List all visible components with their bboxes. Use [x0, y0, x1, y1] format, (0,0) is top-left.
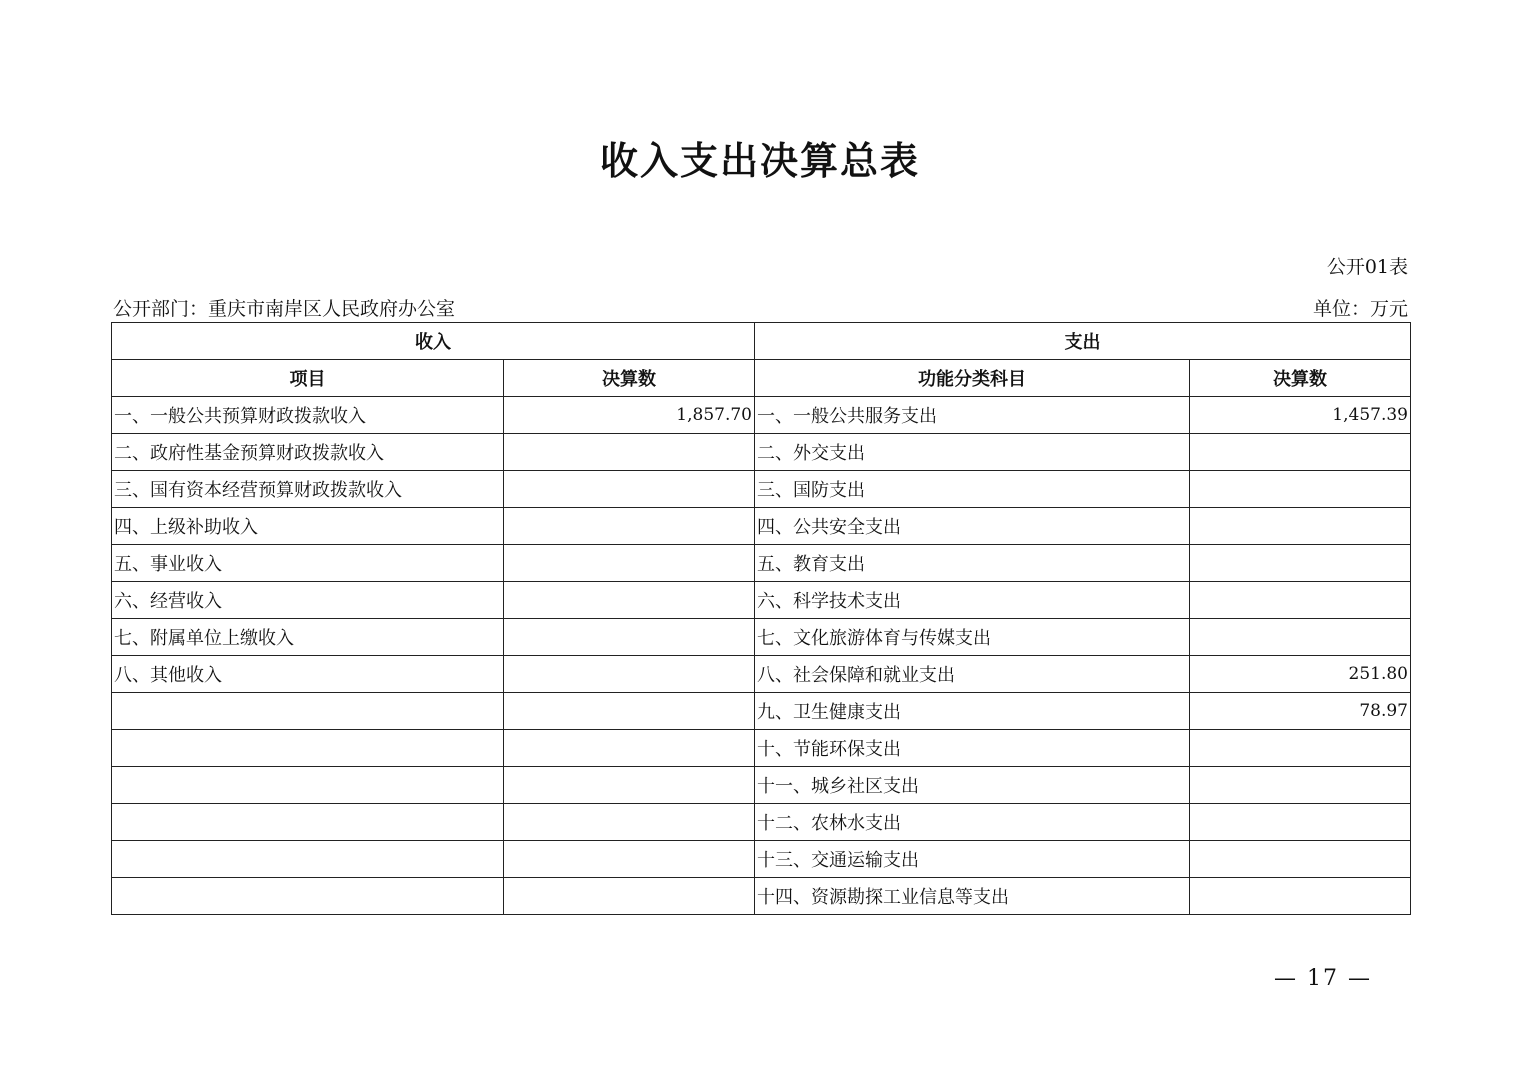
expense-item: 十四、资源勘探工业信息等支出	[755, 878, 1190, 915]
page-title: 收入支出决算总表	[599, 138, 920, 183]
table-row	[112, 397, 1411, 434]
table-row	[112, 693, 1411, 730]
income-amount	[504, 471, 755, 508]
expense-item: 十一、城乡社区支出	[755, 767, 1190, 804]
expense-item: 八、社会保障和就业支出	[755, 656, 1190, 693]
income-amount	[504, 619, 755, 656]
table-row	[112, 804, 1411, 841]
expense-item: 十二、农林水支出	[755, 804, 1190, 841]
income-header: 收入	[112, 323, 755, 360]
table-column-header-row	[112, 360, 1411, 397]
expense-amount: 1,457.39	[1190, 397, 1411, 434]
column-header-expense-amount: 决算数	[1190, 360, 1411, 397]
expense-item: 四、公共安全支出	[755, 508, 1190, 545]
form-number: 公开01表	[1326, 256, 1408, 278]
column-header-function: 功能分类科目	[755, 360, 1190, 397]
expense-amount	[1190, 545, 1411, 582]
table-row	[112, 656, 1411, 693]
expense-amount	[1190, 582, 1411, 619]
expense-item: 十、节能环保支出	[755, 730, 1190, 767]
expense-item: 十三、交通运输支出	[755, 841, 1190, 878]
income-item: 一、一般公共预算财政拨款收入	[112, 397, 504, 434]
budget-summary-table	[111, 322, 1411, 915]
department-label: 公开部门：重庆市南岸区人民政府办公室	[113, 298, 456, 320]
income-item: 二、政府性基金预算财政拨款收入	[112, 434, 504, 471]
income-amount	[504, 730, 755, 767]
column-header-item: 项目	[112, 360, 504, 397]
expense-item: 三、国防支出	[755, 471, 1190, 508]
income-item: 五、事业收入	[112, 545, 504, 582]
expense-amount	[1190, 471, 1411, 508]
table-group-header-row	[112, 323, 1411, 360]
table-row	[112, 434, 1411, 471]
income-item	[112, 693, 504, 730]
expense-amount	[1190, 804, 1411, 841]
income-item: 四、上级补助收入	[112, 508, 504, 545]
income-item: 三、国有资本经营预算财政拨款收入	[112, 471, 504, 508]
column-header-income-amount: 决算数	[504, 360, 755, 397]
expense-item: 一、一般公共服务支出	[755, 397, 1190, 434]
income-amount	[504, 656, 755, 693]
income-amount	[504, 767, 755, 804]
income-amount	[504, 878, 755, 915]
income-amount	[504, 434, 755, 471]
table-row	[112, 508, 1411, 545]
table-row	[112, 471, 1411, 508]
expense-amount	[1190, 767, 1411, 804]
expense-amount: 78.97	[1190, 693, 1411, 730]
income-amount	[504, 545, 755, 582]
unit-label: 单位：万元	[1312, 298, 1408, 320]
expense-amount: 251.80	[1190, 656, 1411, 693]
income-item	[112, 804, 504, 841]
table-row	[112, 878, 1411, 915]
expense-amount	[1190, 508, 1411, 545]
expense-item: 二、外交支出	[755, 434, 1190, 471]
expense-header: 支出	[755, 323, 1411, 360]
page-number: — 17 —	[1274, 966, 1372, 991]
income-item: 六、经营收入	[112, 582, 504, 619]
table-row	[112, 841, 1411, 878]
expense-amount	[1190, 841, 1411, 878]
income-amount	[504, 582, 755, 619]
income-item	[112, 767, 504, 804]
income-item: 七、附属单位上缴收入	[112, 619, 504, 656]
income-amount	[504, 508, 755, 545]
table-row	[112, 730, 1411, 767]
expense-item: 七、文化旅游体育与传媒支出	[755, 619, 1190, 656]
table-row	[112, 619, 1411, 656]
expense-amount	[1190, 434, 1411, 471]
table-row	[112, 545, 1411, 582]
income-item: 八、其他收入	[112, 656, 504, 693]
income-item	[112, 841, 504, 878]
table-row	[112, 767, 1411, 804]
table-row	[112, 582, 1411, 619]
income-amount	[504, 804, 755, 841]
expense-amount	[1190, 878, 1411, 915]
income-amount	[504, 841, 755, 878]
income-amount	[504, 693, 755, 730]
income-item	[112, 730, 504, 767]
expense-item: 五、教育支出	[755, 545, 1190, 582]
expense-item: 九、卫生健康支出	[755, 693, 1190, 730]
income-item	[112, 878, 504, 915]
income-amount: 1,857.70	[504, 397, 755, 434]
expense-item: 六、科学技术支出	[755, 582, 1190, 619]
expense-amount	[1190, 619, 1411, 656]
expense-amount	[1190, 730, 1411, 767]
